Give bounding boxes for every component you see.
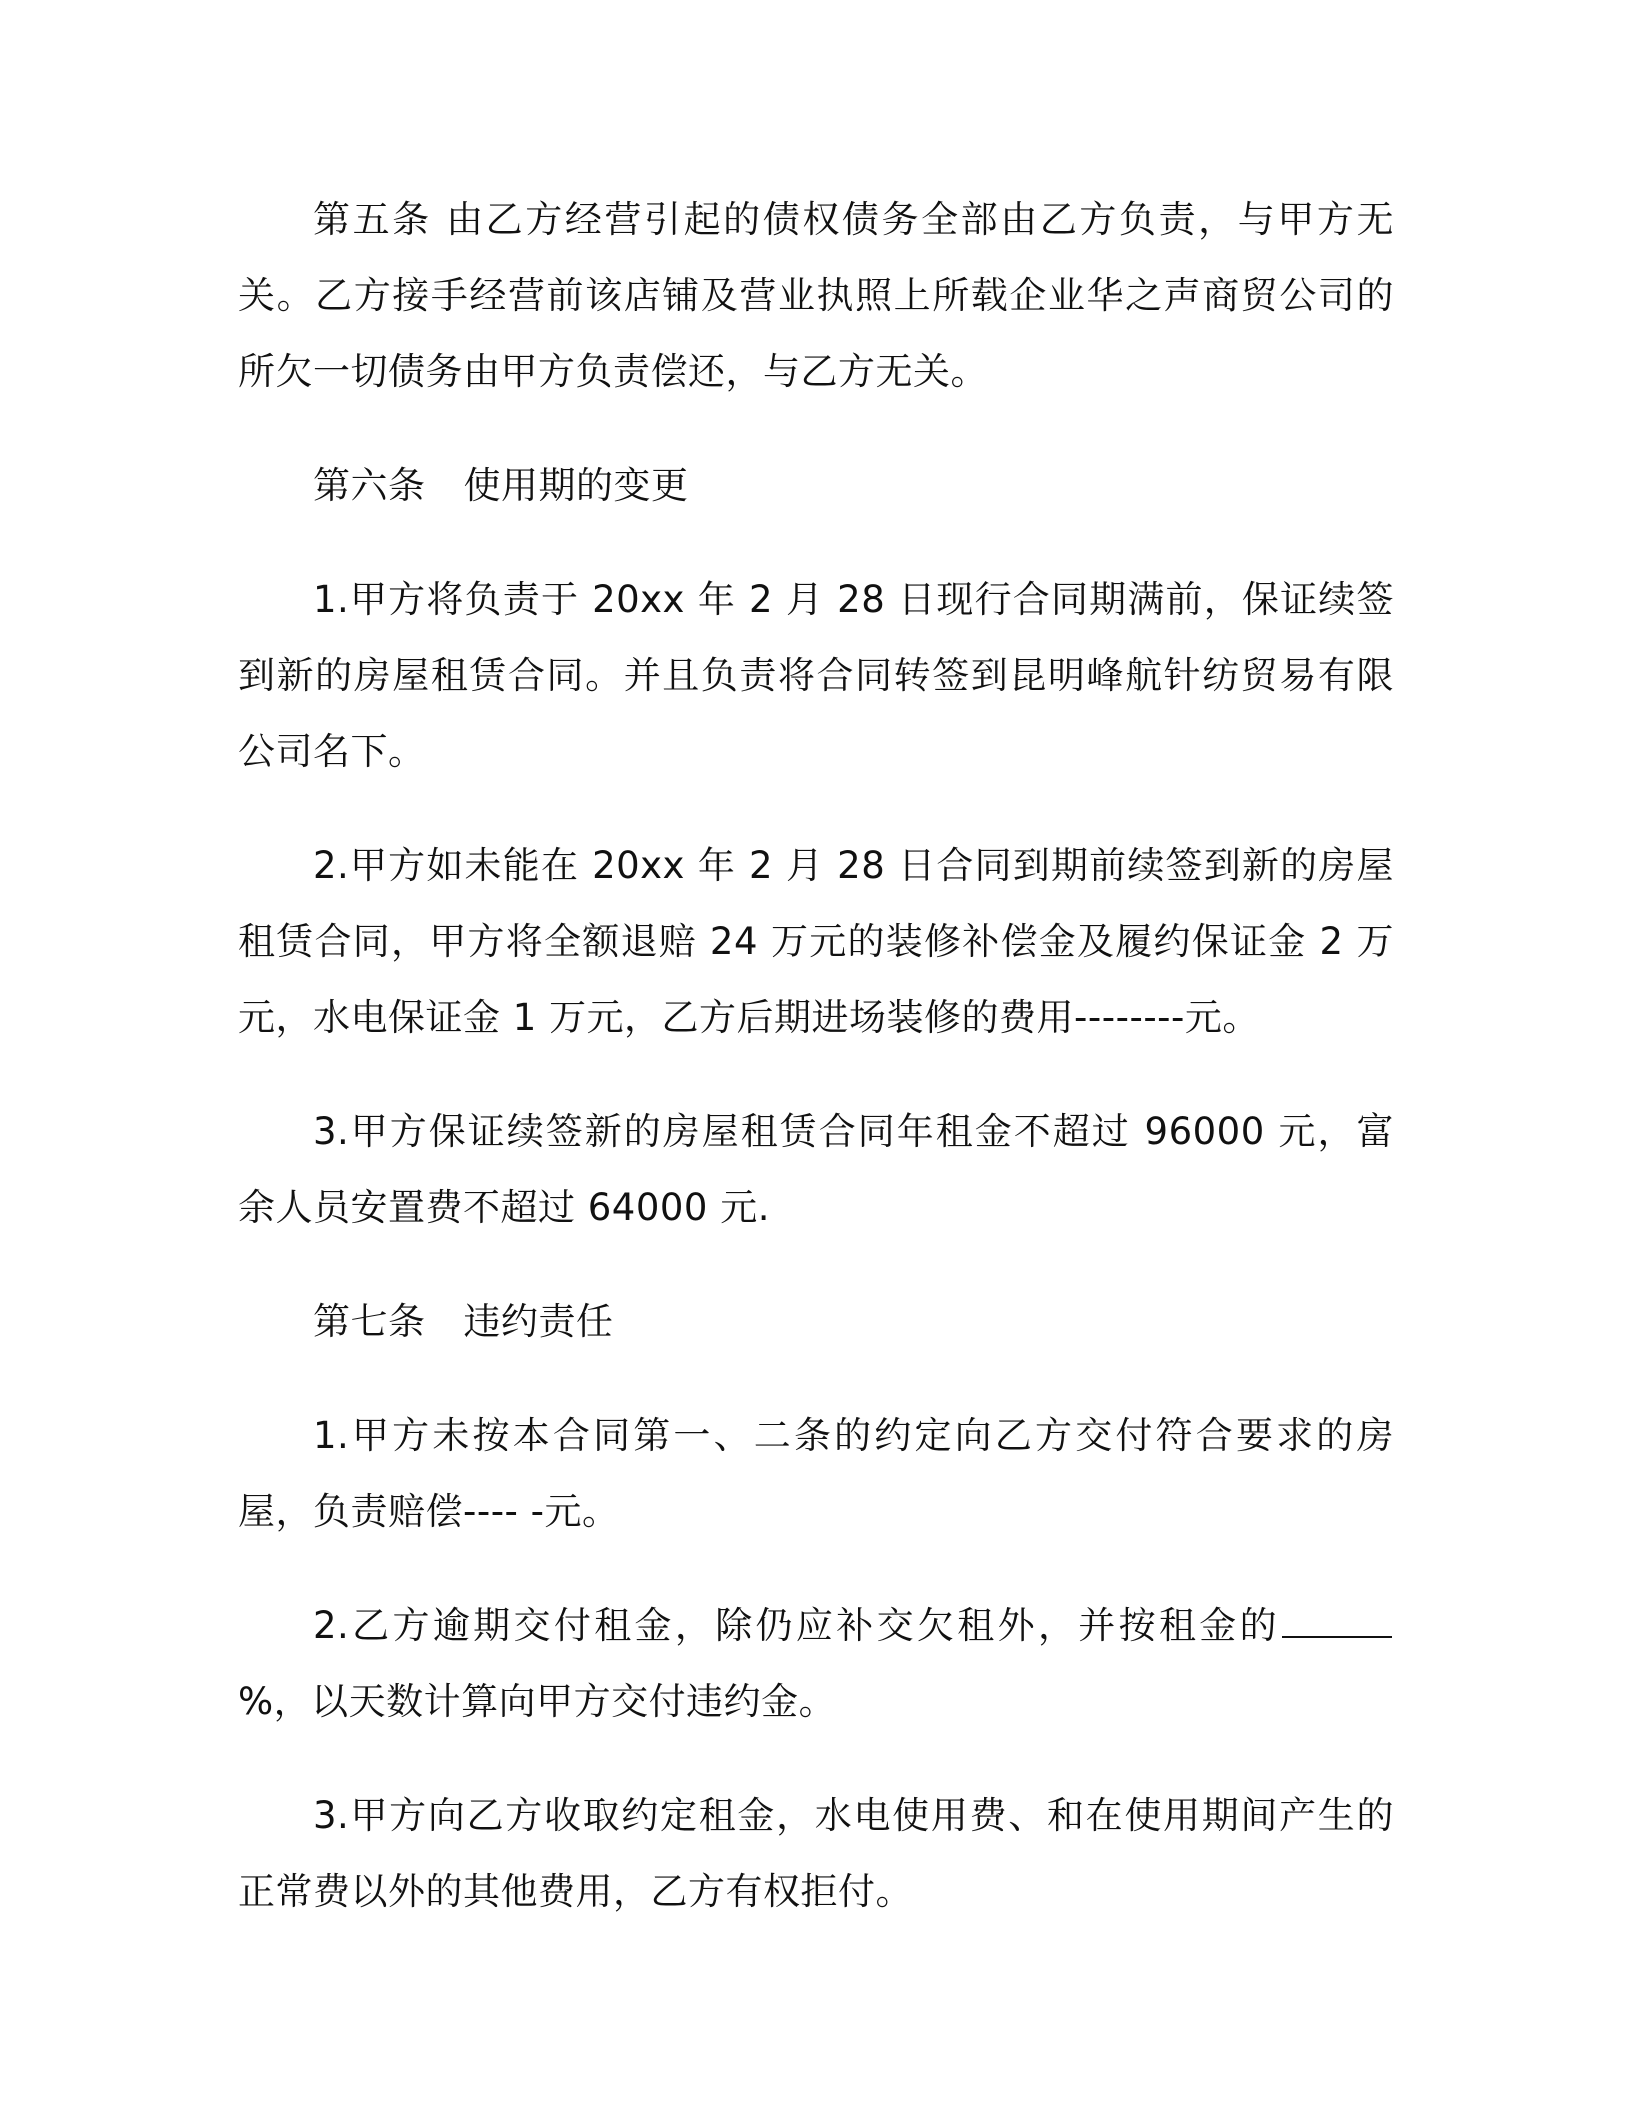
article-7-heading bbox=[238, 1284, 1394, 1360]
article-7-clause-1: 1.甲方未按本合同第一、二条的约定向乙方交付符合要求的房屋，负责赔偿---- -元。 bbox=[238, 1414, 1394, 1533]
article-6-heading bbox=[238, 448, 1394, 524]
article-5-paragraph: 第五条 由乙方经营引起的债权债务全部由乙方负责，与甲方无关。乙方接手经营前该店铺及营业执照上所载企业华之声商贸公司的所欠一切债务由甲方负责偿还，与乙方无关。 bbox=[238, 198, 1394, 393]
late-rent-text-before: 2.乙方逾期交付租金，除仍应补交欠租外，并按租金的 bbox=[313, 1604, 1280, 1647]
late-rent-text-after: %，以天数计算向甲方交付违约金。 bbox=[238, 1680, 837, 1723]
article-6-number: 第六条 bbox=[313, 464, 426, 507]
article-7-title: 违约责任 bbox=[463, 1300, 614, 1343]
article-6-clause-1: 1.甲方将负责于 20xx 年 2 月 28 日现行合同期满前，保证续签到新的房屋租赁合同。并且负责将合同转签到昆明峰航针纺贸易有限公司名下。 bbox=[238, 578, 1394, 773]
document-body bbox=[238, 182, 1394, 1968]
article-6-clause-3: 3.甲方保证续签新的房屋租赁合同年租金不超过 96000 元，富余人员安置费不超过 64000 元. bbox=[238, 1110, 1394, 1229]
article-6-title: 使用期的变更 bbox=[463, 464, 689, 507]
article-7-number: 第七条 bbox=[313, 1300, 426, 1343]
article-7-clause-2 bbox=[238, 1588, 1394, 1740]
percentage-blank-line bbox=[1282, 1606, 1392, 1638]
article-6-clause-2: 2.甲方如未能在 20xx 年 2 月 28 日合同到期前续签到新的房屋租赁合同，甲方将全额退赔 24 万元的装修补偿金及履约保证金 2 万元，水电保证金 1 万元，乙方后期进场装修的费用--------元。 bbox=[238, 844, 1394, 1039]
article-7-clause-3: 3.甲方向乙方收取约定租金，水电使用费、和在使用期间产生的正常费以外的其他费用，乙方有权拒付。 bbox=[238, 1794, 1394, 1913]
